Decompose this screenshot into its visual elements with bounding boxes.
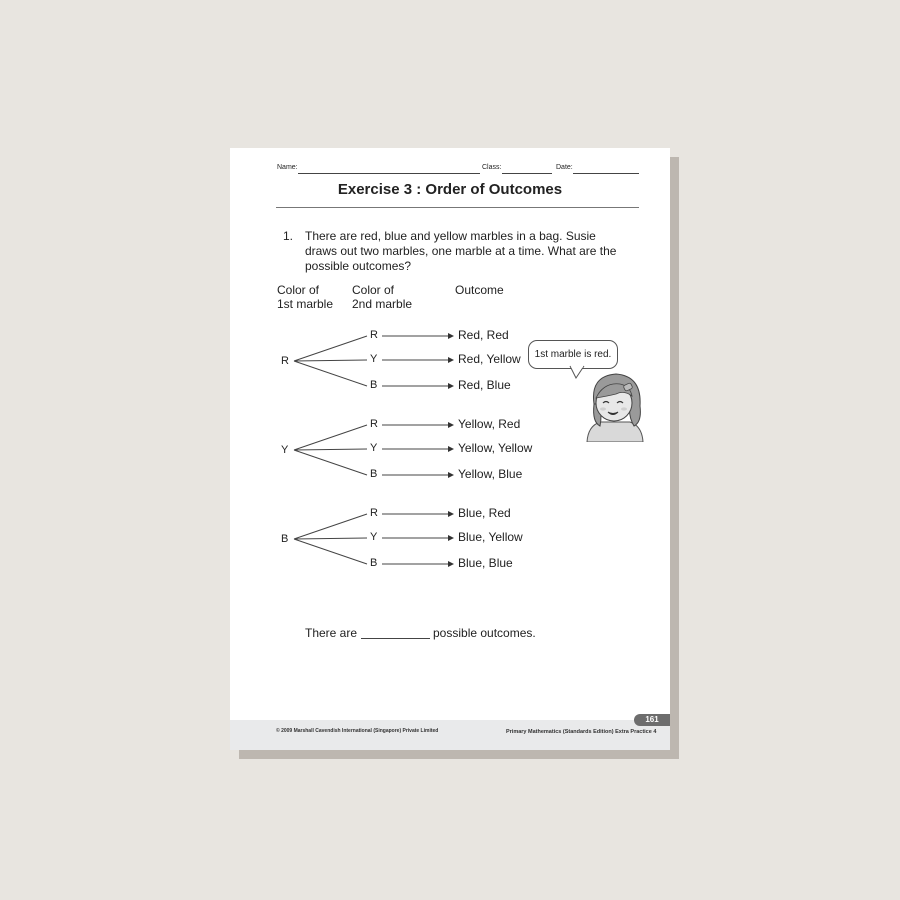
second-marble-label: B: [370, 379, 378, 391]
date-label: Date:: [556, 164, 573, 171]
page-number-tab: 161: [634, 714, 670, 726]
outcome-label: Blue, Blue: [458, 556, 513, 570]
column-second-line-2: 2nd marble: [352, 297, 413, 311]
first-marble-y: Y: [281, 444, 289, 456]
branch-line: [294, 449, 367, 450]
column-first-line-1: Color of: [277, 283, 320, 297]
branch-line: [294, 450, 367, 475]
answer-blank[interactable]: [361, 638, 430, 639]
outcome-label: Red, Red: [458, 328, 509, 342]
branch-line: [294, 336, 367, 361]
copyright-text: © 2009 Marshall Cavendish International (Singapore) Private Limited: [276, 728, 439, 734]
page-title: Exercise 3 : Order of Outcomes: [337, 181, 563, 198]
outcome-label: Yellow, Red: [458, 417, 521, 431]
outcome-label: Red, Yellow: [458, 352, 521, 366]
branch-line: [294, 425, 367, 450]
column-second-line-1: Color of: [352, 283, 395, 297]
second-marble-label: B: [370, 468, 378, 480]
branch-line: [294, 514, 367, 539]
second-marble-label: B: [370, 557, 378, 569]
branch-line: [294, 360, 367, 361]
name-label: Name:: [277, 164, 298, 171]
first-marble-r: R: [281, 355, 289, 367]
girl-illustration: [584, 370, 646, 442]
question-number: 1.: [283, 229, 294, 243]
second-marble-label: Y: [370, 531, 378, 543]
column-first-line-2: 1st marble: [277, 297, 334, 311]
branch-line: [294, 361, 367, 386]
book-title: Primary Mathematics (Standards Edition) Extra Practice 4: [506, 729, 657, 735]
question-line-2: draws out two marbles, one marble at a time. What are the: [305, 244, 617, 258]
footer-band: [230, 720, 670, 750]
tree-diagram-lines: [230, 148, 670, 750]
question-line-1: There are red, blue and yellow marbles in a bag. Susie: [305, 229, 596, 243]
outcome-label: Yellow, Blue: [458, 467, 523, 481]
worksheet-page: [230, 148, 670, 750]
outcome-label: Blue, Yellow: [458, 530, 523, 544]
outcome-label: Blue, Red: [458, 506, 511, 520]
first-marble-b: B: [281, 533, 289, 545]
answer-suffix: possible outcomes.: [433, 626, 536, 640]
branch-line: [294, 538, 367, 539]
branch-line: [294, 539, 367, 564]
second-marble-label: R: [370, 507, 378, 519]
outcome-label: Red, Blue: [458, 378, 511, 392]
second-marble-label: R: [370, 329, 378, 341]
second-marble-label: Y: [370, 442, 378, 454]
answer-prefix: There are: [305, 626, 358, 640]
outcome-label: Yellow, Yellow: [458, 441, 533, 455]
question-line-3: possible outcomes?: [305, 259, 412, 273]
speech-bubble: 1st marble is red.: [528, 340, 618, 369]
second-marble-label: R: [370, 418, 378, 430]
column-outcome: Outcome: [455, 283, 504, 297]
class-label: Class:: [482, 164, 502, 171]
second-marble-label: Y: [370, 353, 378, 365]
